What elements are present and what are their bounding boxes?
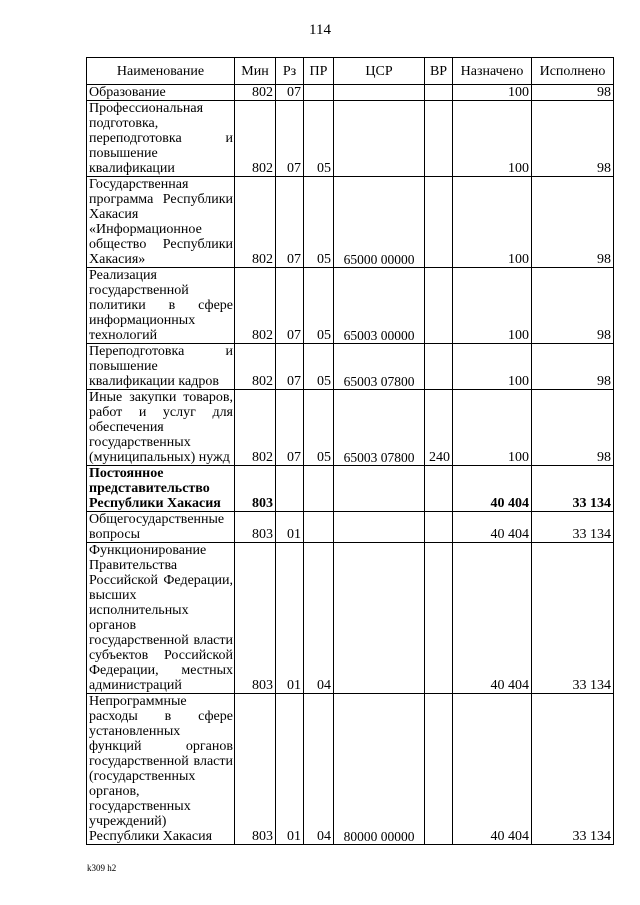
header-name: Наименование	[87, 58, 235, 85]
cell-executed: 33 134	[532, 694, 614, 845]
cell-csr: 65003 07800	[334, 344, 425, 390]
cell-executed: 98	[532, 177, 614, 268]
cell-planned: 40 404	[453, 466, 532, 512]
cell-csr	[334, 85, 425, 101]
cell-min: 803	[235, 543, 276, 694]
cell-planned: 40 404	[453, 694, 532, 845]
cell-rz: 07	[276, 390, 304, 466]
header-vr: ВР	[425, 58, 453, 85]
cell-csr	[334, 543, 425, 694]
page-number: 114	[309, 22, 331, 38]
cell-vr	[425, 512, 453, 543]
cell-vr	[425, 85, 453, 101]
cell-name: Профессиональная подготовка, переподготовка и повышение квалификации	[87, 101, 235, 177]
cell-rz: 07	[276, 85, 304, 101]
cell-min: 802	[235, 344, 276, 390]
cell-csr	[334, 466, 425, 512]
cell-planned: 100	[453, 268, 532, 344]
cell-rz: 07	[276, 268, 304, 344]
cell-csr: 65000 00000	[334, 177, 425, 268]
table-row	[87, 543, 614, 694]
table-row	[87, 85, 614, 101]
header-min: Мин	[235, 58, 276, 85]
header-planned: Назначено	[453, 58, 532, 85]
header-executed: Исполнено	[532, 58, 614, 85]
cell-name: Иные закупки товаров, работ и услуг для обеспечения государственных (муниципальных) нужд	[87, 390, 235, 466]
cell-rz: 07	[276, 177, 304, 268]
cell-vr	[425, 344, 453, 390]
cell-executed: 98	[532, 268, 614, 344]
cell-min: 802	[235, 85, 276, 101]
cell-planned: 100	[453, 344, 532, 390]
header-rz: Рз	[276, 58, 304, 85]
cell-executed: 33 134	[532, 466, 614, 512]
table-row	[87, 694, 614, 845]
cell-planned: 100	[453, 85, 532, 101]
cell-min: 803	[235, 466, 276, 512]
cell-executed: 98	[532, 390, 614, 466]
cell-name: Функционирование Правительства Российской Федерации, высших исполнительных органов государственной власти субъектов Российской Федерации, местных администраций	[87, 543, 235, 694]
cell-executed: 98	[532, 101, 614, 177]
cell-name: Переподготовка и повышение квалификации кадров	[87, 344, 235, 390]
cell-min: 802	[235, 101, 276, 177]
cell-csr: 65003 07800	[334, 390, 425, 466]
cell-csr	[334, 101, 425, 177]
cell-executed: 33 134	[532, 543, 614, 694]
cell-name: Общегосударственные вопросы	[87, 512, 235, 543]
cell-pr	[304, 512, 334, 543]
cell-min: 803	[235, 694, 276, 845]
cell-executed: 98	[532, 85, 614, 101]
cell-planned: 40 404	[453, 512, 532, 543]
cell-min: 803	[235, 512, 276, 543]
cell-csr: 80000 00000	[334, 694, 425, 845]
table-row	[87, 344, 614, 390]
cell-rz: 01	[276, 512, 304, 543]
cell-name: Образование	[87, 85, 235, 101]
cell-vr: 240	[425, 390, 453, 466]
cell-name: Постоянное представительство Республики Хакасия	[87, 466, 235, 512]
cell-vr	[425, 466, 453, 512]
cell-vr	[425, 101, 453, 177]
cell-name: Непрограммные расходы в сфере установленных функций органов государственной власти (государственных органов, государственных учреждений) Республики Хакасия	[87, 694, 235, 845]
cell-rz	[276, 466, 304, 512]
cell-pr: 04	[304, 694, 334, 845]
cell-executed: 33 134	[532, 512, 614, 543]
table-row	[87, 466, 614, 512]
table-header-row	[87, 58, 614, 85]
header-pr: ПР	[304, 58, 334, 85]
table-row	[87, 512, 614, 543]
cell-rz: 01	[276, 543, 304, 694]
cell-csr: 65003 00000	[334, 268, 425, 344]
cell-pr: 05	[304, 344, 334, 390]
cell-vr	[425, 543, 453, 694]
cell-csr	[334, 512, 425, 543]
table-row	[87, 101, 614, 177]
cell-planned: 100	[453, 390, 532, 466]
cell-vr	[425, 177, 453, 268]
footer-code: k309 h2	[87, 863, 117, 873]
cell-name: Реализация государственной политики в сфере информационных технологий	[87, 268, 235, 344]
cell-vr	[425, 268, 453, 344]
cell-rz: 07	[276, 344, 304, 390]
table-row	[87, 268, 614, 344]
cell-planned: 100	[453, 101, 532, 177]
cell-name: Государственная программа Республики Хакасия «Информационное общество Республики Хакасия»	[87, 177, 235, 268]
cell-pr: 04	[304, 543, 334, 694]
table-row	[87, 177, 614, 268]
cell-vr	[425, 694, 453, 845]
cell-pr	[304, 466, 334, 512]
table-row	[87, 390, 614, 466]
cell-planned: 40 404	[453, 543, 532, 694]
cell-rz: 07	[276, 101, 304, 177]
cell-rz: 01	[276, 694, 304, 845]
cell-pr: 05	[304, 177, 334, 268]
cell-planned: 100	[453, 177, 532, 268]
cell-pr: 05	[304, 390, 334, 466]
cell-min: 802	[235, 390, 276, 466]
budget-table	[86, 57, 614, 845]
cell-pr	[304, 85, 334, 101]
cell-pr: 05	[304, 268, 334, 344]
cell-min: 802	[235, 268, 276, 344]
cell-min: 802	[235, 177, 276, 268]
header-csr: ЦСР	[334, 58, 425, 85]
cell-executed: 98	[532, 344, 614, 390]
cell-pr: 05	[304, 101, 334, 177]
